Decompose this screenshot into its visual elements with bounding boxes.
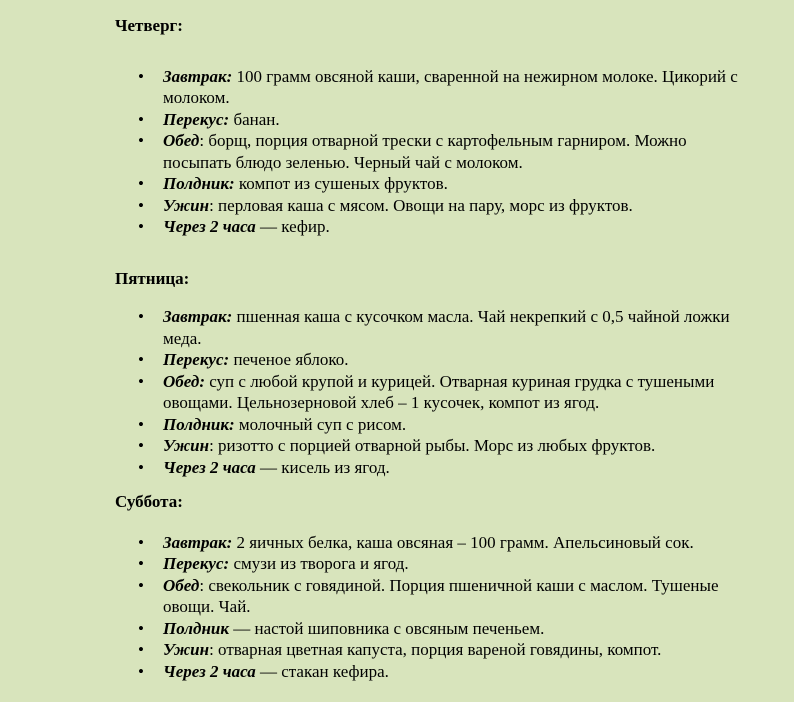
meal-text: отварная цветная капуста, порция вареной говядины, компот. xyxy=(218,640,662,659)
list-item xyxy=(163,532,755,554)
list-item xyxy=(163,109,755,131)
meal-list xyxy=(115,532,755,683)
meal-label: Полдник: xyxy=(163,414,235,434)
meal-label: Перекус: xyxy=(163,554,230,573)
meal-text: перловая каша с мясом. Овощи на пару, морс из фруктов. xyxy=(218,195,633,215)
meal-separator: — xyxy=(228,618,255,638)
meal-label: Через 2 часа xyxy=(163,217,256,236)
meal-text: свекольник с говядиной. Порция пшеничной каши с маслом. Тушеные овощи. Чай. xyxy=(163,575,719,616)
meal-text: стакан кефира. xyxy=(281,661,389,681)
list-item xyxy=(163,553,755,575)
meal-text: 2 яичных белка, каша овсяная – 100 грамм. Апельсиновый сок. xyxy=(236,532,694,552)
meal-label: Обед xyxy=(163,131,200,150)
meal-text: молочный суп с рисом. xyxy=(238,414,407,434)
meal-label: Ужин xyxy=(163,195,210,215)
meal-separator: — xyxy=(255,457,282,477)
list-item xyxy=(163,435,755,457)
day-heading: Пятница: xyxy=(115,268,190,288)
list-item xyxy=(163,639,755,661)
meal-separator: : xyxy=(199,131,209,150)
meal-label: Через 2 часа xyxy=(163,457,256,477)
list-item xyxy=(163,195,755,217)
list-item xyxy=(163,216,755,238)
meal-text: компот из сушеных фруктов. xyxy=(238,174,448,193)
list-item xyxy=(163,371,755,414)
meal-text: 100 грамм овсяной каши, сваренной на нежирном молоке. Цикорий с молоком. xyxy=(163,66,738,107)
day-heading: Четверг: xyxy=(115,16,183,35)
meal-text: банан. xyxy=(233,109,280,129)
meal-label: Через 2 часа xyxy=(163,661,256,681)
meal-label: Завтрак: xyxy=(163,66,233,86)
day-section-saturday xyxy=(115,491,755,682)
meal-label: Обед: xyxy=(163,371,205,391)
meal-plan-document xyxy=(115,15,755,682)
meal-list xyxy=(115,306,755,478)
meal-label: Полдник: xyxy=(163,174,235,193)
meal-label: Перекус: xyxy=(163,109,230,129)
list-item xyxy=(163,349,755,371)
meal-separator: : xyxy=(199,575,209,595)
meal-separator: — xyxy=(255,661,282,681)
meal-separator: : xyxy=(209,436,219,455)
meal-label: Полдник xyxy=(163,618,229,638)
meal-label: Завтрак: xyxy=(163,532,233,552)
meal-label: Ужин xyxy=(163,640,210,659)
list-item xyxy=(163,575,755,618)
day-section-thursday xyxy=(115,15,755,238)
day-heading: Суббота: xyxy=(115,492,183,511)
list-item xyxy=(163,618,755,640)
meal-text: настой шиповника с овсяным печеньем. xyxy=(254,618,545,638)
meal-text: борщ, порция отварной трески с картофельным гарниром. Можно посыпать блюдо зеленью. Черный чай с молоком. xyxy=(163,131,687,172)
list-item xyxy=(163,414,755,436)
meal-text: ризотто с порцией отварной рыбы. Морс из любых фруктов. xyxy=(218,436,656,455)
meal-label: Обед xyxy=(163,575,200,595)
day-section-friday xyxy=(115,268,755,479)
meal-text: кефир. xyxy=(281,217,330,236)
meal-label: Перекус: xyxy=(163,350,230,369)
meal-separator: : xyxy=(209,640,219,659)
list-item xyxy=(163,130,755,173)
meal-label: Завтрак: xyxy=(163,307,233,326)
list-item xyxy=(163,661,755,683)
meal-text: пшенная каша с кусочком масла. Чай некрепкий с 0,5 чайной ложки меда. xyxy=(163,307,730,348)
meal-text: кисель из ягод. xyxy=(281,457,390,477)
meal-separator: : xyxy=(209,195,219,215)
list-item xyxy=(163,457,755,479)
meal-list xyxy=(115,66,755,238)
meal-text: печеное яблоко. xyxy=(233,350,349,369)
list-item xyxy=(163,173,755,195)
meal-separator: — xyxy=(255,217,282,236)
list-item xyxy=(163,306,755,349)
list-item xyxy=(163,66,755,109)
meal-text: смузи из творога и ягод. xyxy=(233,554,409,573)
meal-label: Ужин xyxy=(163,436,210,455)
meal-text: суп с любой крупой и курицей. Отварная куриная грудка с тушеными овощами. Цельнозерновой хлеб – 1 кусочек, компот из ягод. xyxy=(163,371,715,412)
